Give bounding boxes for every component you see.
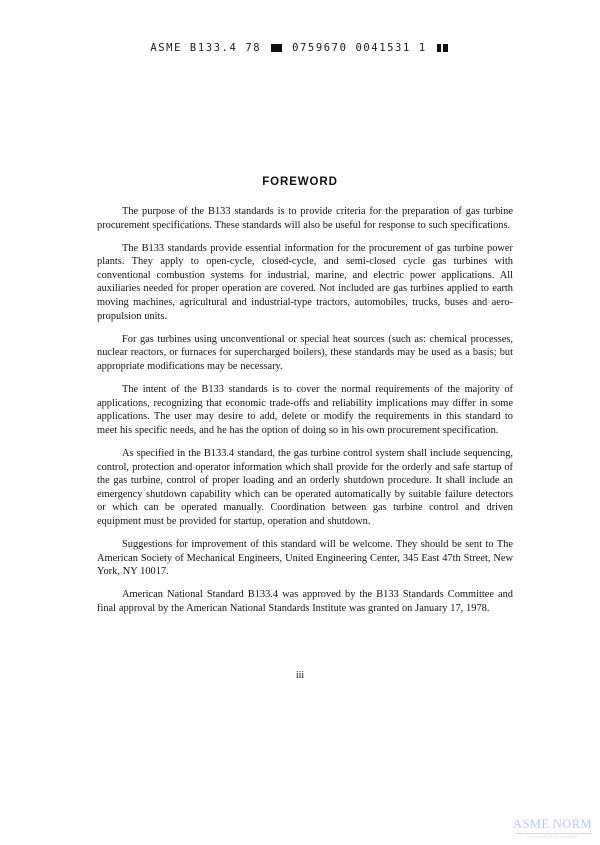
header-code-2: 0041531 — [355, 42, 411, 54]
watermark-subtext: STANDARDS DOCUMENT — [527, 835, 578, 839]
header-code-1: 0759670 — [292, 42, 348, 54]
paragraph: The intent of the B133 standards is to cover the normal requirements of the majority of applications, recognizing that economic trade-offs and reliability implications may differ in some applications. The user may desire to add, delete or modify the requirements in this standard to meet his specific needs, and he has the option of doing so in his own procurement specification. — [97, 384, 513, 436]
header-code-3: 1 — [418, 42, 427, 54]
watermark-divider — [515, 833, 591, 834]
paragraph: The B133 standards provide essential information for the procurement of gas turbine power plants. They apply to open-cycle, closed-cycle, and semi-closed cycle gas turbines with conventional combustion systems for industrial, marine, and electric power applications. All auxiliaries needed for proper operation are covered. Not included are gas turbines applied to earth moving machines, agricultural and industrial-type tractors, automobiles, trucks, buses and aero-propulsion units. — [97, 242, 513, 322]
paragraph: Suggestions for improvement of this standard will be welcome. They should be sent to The American Society of Mechanical Engineers, United Engineering Center, 345 East 47th Street, New York, NY 10017. — [97, 538, 513, 578]
watermark-text: ASME NORM — [513, 817, 592, 831]
page-number: iii — [295, 670, 305, 681]
barcode-block-end-icon — [437, 44, 448, 52]
header-standard-id: ASME B133.4 78 — [150, 42, 262, 54]
barcode-block-icon — [271, 44, 282, 52]
watermark-logo — [513, 817, 592, 839]
body-text-column — [97, 205, 513, 625]
paragraph: American National Standard B133.4 was approved by the B133 Standards Committee and final approval by the American National Standards Institute was granted on January 17, 1978. — [97, 589, 513, 614]
paragraph: As specified in the B133.4 standard, the gas turbine control system shall include sequencing, control, protection and operator information which shall provide for the orderly and safe startup of the gas turbine, control of proper loading and an orderly shutdown procedure. It shall include an emergency shutdown capability which can be operated automatically by suitable failure detectors or which can be operated manually. Coordination between gas turbine control and driven equipment must be provided for startup, operation and shutdown. — [97, 447, 513, 527]
paragraph: For gas turbines using unconventional or special heat sources (such as: chemical processes, nuclear reactors, or furnaces for supercharged boilers), these standards may be used as a basis; but appropriate modifications may be necessary. — [97, 333, 513, 372]
page-header-identifier — [0, 42, 600, 54]
page-title: FOREWORD — [262, 176, 338, 188]
paragraph: The purpose of the B133 standards is to provide criteria for the preparation of gas turbine procurement specifications. These standards will also be useful for response to such specifications. — [97, 206, 513, 231]
